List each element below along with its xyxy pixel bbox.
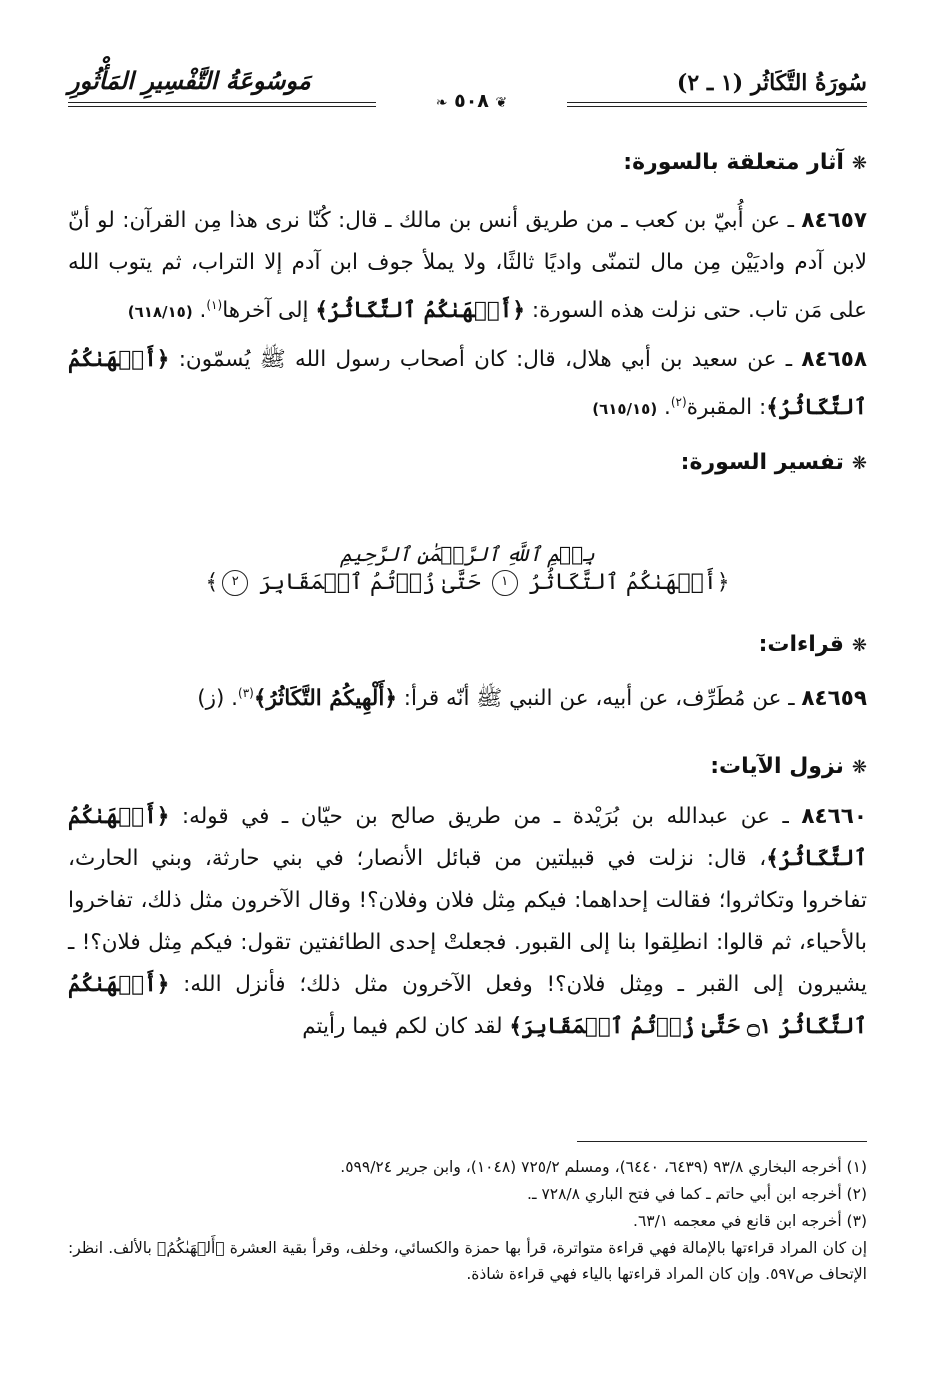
footnote-3: (٣) أخرجه ابن قانع في معجمه ٦٣/١.	[633, 1212, 867, 1230]
surah-title: سُورَةُ التَّكَاثُر (١ ـ ٢)	[676, 70, 867, 96]
entry-text: لقد كان لكم فيما رأيتم	[302, 1014, 510, 1040]
entry-text: ـ عن سعيد بن أبي هلال، قال: كان أصحاب رسول الله ﷺ يُسمّون:	[169, 347, 802, 373]
entry-text: .	[657, 395, 671, 421]
page-number: ٥٠٨	[454, 90, 489, 112]
flower-star-icon: ❋	[851, 635, 867, 657]
entry-text: ، قال: نزلت في قبيلتين من قبائل الأنصار؛ في بني حارثة، وبني الحارث، تفاخروا وتكاثروا؛ فقالت إحداهما: فيكم مِثل فلان وفلان؟! وقال الآخرون مثل ذلك، تفاخروا بالأحياء، ثم قالوا: انطلِقوا بنا إلى القبور. فجعلتْ إحدى الطائفتين تقول: فيكم مِثل فلان؟! ـ يشيرون إلى القبر ـ ومِثل فلان؟! وفعل الآخرون مثل ذلك؛ فأنزل الله:	[68, 846, 867, 998]
page-body	[68, 150, 867, 1048]
quran-quote: ﴿أَلْهِيكُمُ التَّكَاثُرُ﴾	[253, 686, 397, 712]
footnote-rule	[577, 1141, 867, 1142]
entry-number: ٨٤٦٥٧	[801, 208, 867, 233]
flower-star-icon: ❋	[851, 153, 867, 174]
footnote-marker: (٣)	[238, 686, 254, 701]
entry-84659	[68, 672, 867, 720]
verse-number-2: ٢	[222, 570, 248, 596]
ornament-icon: ❧	[435, 95, 448, 111]
entry-text: إلى آخرها	[222, 298, 316, 324]
flower-star-icon: ❋	[851, 757, 867, 779]
entry-text: ـ عن مُطَرِّف، عن أبيه، عن النبي ﷺ أنّه قرأ:	[396, 686, 802, 712]
entry-text: . (ز)	[197, 686, 239, 712]
entry-text: .	[192, 298, 207, 324]
footnote-marker: (١)	[206, 298, 223, 312]
header-rule-left	[68, 102, 376, 103]
footnote-1: (١) أخرجه البخاري ٩٣/٨ (٦٤٣٩، ٦٤٤٠)، ومسلم ٧٢٥/٢ (١٠٤٨)، وابن جرير ٥٩٩/٢٤.	[340, 1158, 867, 1176]
entry-84660	[68, 796, 867, 1048]
entry-text: ـ عن عبدالله بن بُرَيْدة ـ من طريق صالح بن حيّان ـ في قوله:	[169, 804, 802, 830]
entry-number: ٨٤٦٦٠	[801, 804, 867, 830]
entry-number: ٨٤٦٥٩	[801, 686, 867, 712]
entry-84658	[68, 339, 867, 430]
quran-quote: ﴿أَلۡهَىٰكُمُ ٱلتَّكَاثُرُ﴾	[68, 347, 867, 421]
section-heading-nuzul: ❋نزول الآيات:	[710, 754, 867, 780]
entry-number: ٨٤٦٥٨	[801, 347, 867, 373]
footnote-3-continuation: إن كان المراد قراءتها بالإمالة فهي قراءة متواترة، قرأ بها حمزة والكسائي، وخلف، وقرأ بقية العشرة ﴿أَلۡهَىٰكُمُ﴾ بالألف. انظر: الإتحاف ص٥٩٧. وإن كان المراد قراءتها بالياء فهي قراءة شاذة.	[68, 1239, 867, 1283]
book-title: مَوسُوعَةُ التَّفْسِيرِ المَأْثُورِ	[68, 66, 311, 95]
header-rule-right-2	[567, 106, 867, 107]
page-header	[68, 62, 867, 122]
entry-reference: (٦١٨/١٥)	[127, 303, 193, 322]
verse-number-1: ١	[492, 570, 518, 596]
basmala: بِسۡمِ ٱللَّهِ ٱلرَّحۡمَٰنِ ٱلرَّحِيمِ	[340, 542, 595, 567]
footnote-2: (٢) أخرجه ابن أبي حاتم ـ كما في فتح الباري ٧٢٨/٨ ـ.	[527, 1185, 867, 1203]
footnote-marker: (٢)	[670, 395, 687, 410]
entry-reference: (٦١٥/١٥)	[592, 400, 658, 419]
page-number-block	[376, 90, 567, 112]
entry-84657	[68, 200, 867, 333]
quran-quote: ﴿أَلۡهَىٰكُمُ ٱلتَّكَاثُرُ﴾	[315, 298, 525, 324]
verse-2: حَتَّىٰ زُرۡتُمُ ٱلۡمَقَابِرَ	[259, 570, 481, 596]
entry-text: : المقبرة	[686, 395, 767, 421]
ornament-icon: ❦	[495, 95, 508, 111]
surah-verses: ﴿أَلۡهَىٰكُمُ ٱلتَّكَاثُرُ ١ حَتَّىٰ زُرۡتُمُ ٱلۡمَقَابِرَ ٢﴾	[205, 570, 730, 596]
quran-quote: ﴿أَلۡهَىٰكُمُ ٱلتَّكَاثُرُ﴾	[68, 804, 867, 872]
header-rule-right	[567, 102, 867, 103]
section-heading-tafsir: ❋تفسير السورة:	[680, 450, 867, 476]
flower-star-icon: ❋	[851, 453, 867, 475]
header-rule-left-2	[68, 106, 376, 107]
verse-1: أَلۡهَىٰكُمُ ٱلتَّكَاثُرُ	[528, 570, 717, 596]
quran-quote: ﴿أَلۡهَىٰكُمُ ٱلتَّكَاثُرُ ۝١ حَتَّىٰ زُرۡتُمُ ٱلۡمَقَابِرَ﴾	[68, 972, 867, 1040]
section-heading-qiraat: ❋قراءات:	[758, 632, 867, 658]
entry-text: ـ عن أُبيّ بن كعب ـ من طريق أنس بن مالك ـ قال: كُنّا نرى هذا مِن القرآن: لو أنّ لابن آدم واديَيْن مِن مال لتمنّى واديًا ثالثًا، ولا يملأ جوف ابن آدم إلا التراب، ثم يتوب الله على مَن تاب. حتى نزلت هذه السورة:	[68, 208, 867, 324]
section-heading-athar: ❋آثار متعلقة بالسورة:	[623, 150, 867, 175]
footnotes	[68, 1154, 867, 1287]
